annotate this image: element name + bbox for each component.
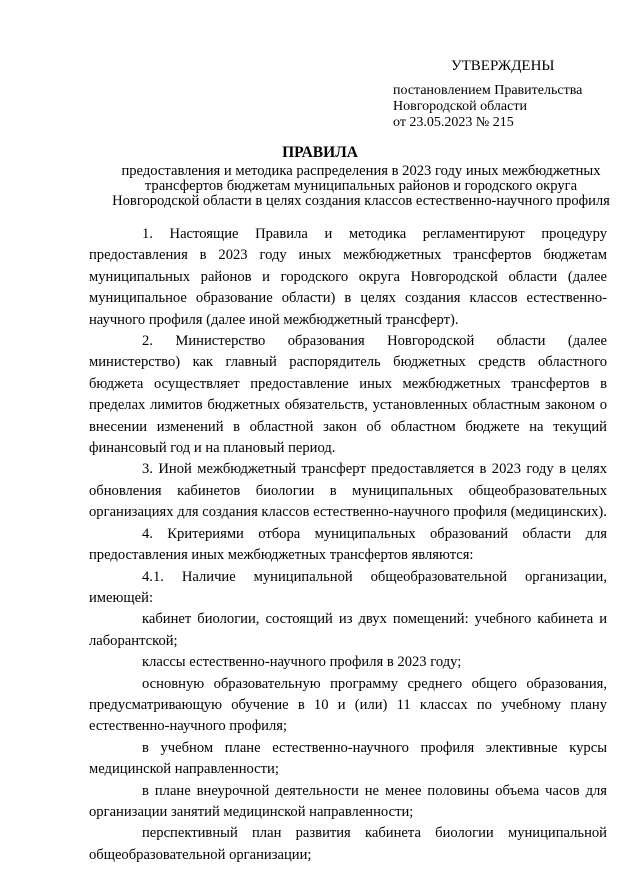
- approval-block: [393, 58, 582, 131]
- paragraph: классы естественно-научного профиля в 2023 году;: [142, 654, 462, 671]
- paragraph: 1. Настоящие Правила и методика регламентируют процедуру предоставления в 2023 году иных межбюджетных трансфертов бюджетам муниципальных районов и городского округа Новгородской области (далее муниципальное образование области) в целях создания классов естественно-научного профиля (далее иной межбюджетный трансферт).: [89, 226, 607, 328]
- document-body: [89, 224, 607, 866]
- paragraph: 2. Министерство образования Новгородской области (далее министерство) как главный распорядитель бюджетных средств областного бюджета осуществляет предоставление иных межбюджетных трансфертов в пределах лимитов бюджетных обязательств, установленных областным законом о внесении изменений в областной закон об областном бюджете на текущий финансовый год и на плановый период.: [89, 333, 607, 457]
- paragraph: 4. Критериями отбора муниципальных образований области для предоставления иных межбюджетных трансфертов являются:: [89, 525, 607, 564]
- paragraph: 3. Иной межбюджетный трансферт предоставляется в 2023 году в целях обновления кабинетов биологии в муниципальных общеобразовательных организациях для создания классов естественно-научного профиля (медицинских).: [89, 461, 607, 521]
- approval-heading: УТВЕРЖДЕНЫ: [451, 58, 555, 74]
- paragraph: основную образовательную программу среднего общего образования, предусматривающую обучение в 10 и (или) 11 классах по учебному плану естественно-научного профиля;: [89, 675, 607, 735]
- approval-line: от 23.05.2023 № 215: [393, 115, 514, 130]
- paragraph: кабинет биологии, состоящий из двух помещений: учебного кабинета и лаборантской;: [89, 611, 607, 649]
- paragraph: 4.1. Наличие муниципальной общеобразовательной организации, имеющей:: [89, 568, 607, 606]
- subtitle-line: предоставления и методика распределения в 2023 году иных межбюджетных: [121, 163, 601, 179]
- approval-line: Новгородской области: [393, 99, 527, 114]
- subtitle-line: трансфертов бюджетам муниципальных районов и городского округа: [144, 178, 578, 194]
- subtitle-line: Новгородской области в целях создания классов естественно-научного профиля: [112, 193, 610, 209]
- paragraph: в учебном плане естественно-научного профиля элективные курсы медицинской направленности;: [89, 739, 607, 778]
- document-subtitle: [100, 164, 622, 209]
- paragraph: в плане внеурочной деятельности не менее половины объема часов для организации занятий медицинской направленности;: [89, 782, 607, 820]
- approval-line: постановлением Правительства: [393, 83, 583, 98]
- document-title: ПРАВИЛА: [282, 144, 358, 161]
- paragraph: перспективный план развития кабинета биологии муниципальной общеобразовательной организации;: [89, 825, 607, 863]
